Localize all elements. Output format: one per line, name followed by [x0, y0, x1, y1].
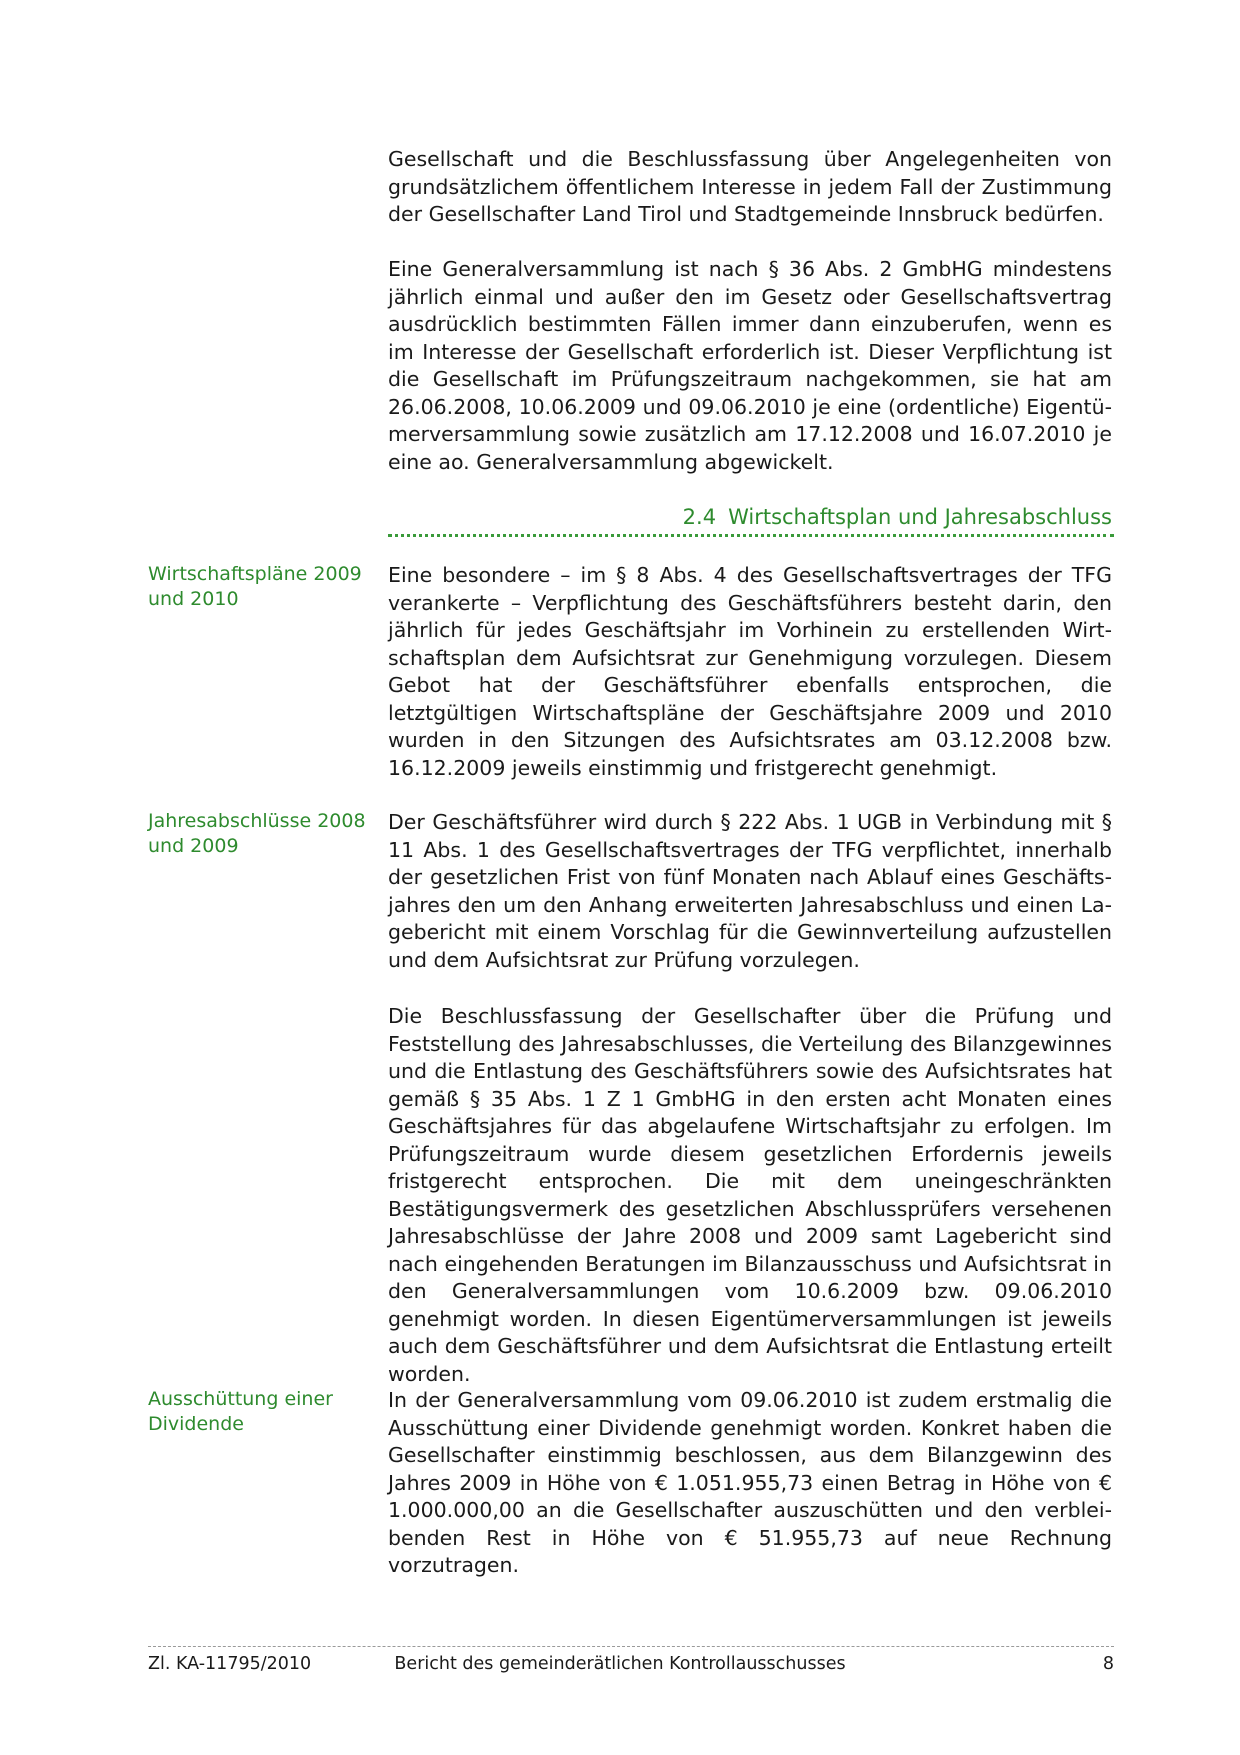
margin-note-business-plans [148, 562, 388, 612]
margin-note-dividend [148, 1387, 388, 1437]
section-heading-rule [388, 534, 1114, 537]
footer-reference: Zl. KA-11795/2010 [148, 1654, 312, 1674]
paragraph-annual-accounts-duty: Der Geschäftsführer wird durch § 222 Abs. 1 UGB in Verbindung mit § 11 Abs. 1 des Gesellschaftsvertrages der TFG verpflichtet, innerhalb der gesetzlichen Frist von fünf Monaten nach Ablauf eines Geschäftsjahres den um den Anhang erweiterten Jahresabschluss und einen Lagebericht mit einem Vorschlag für die Gewinnverteilung aufzustellen und dem Aufsichtsrat zur Prüfung vorzulegen. [388, 810, 1112, 972]
paragraph-dividend: In der Generalversammlung vom 09.06.2010 ist zudem erstmalig die Ausschüttung einer Dividende genehmigt worden. Konkret haben die Gesellschafter einstimmig beschlossen, aus dem Bilanzgewinn des Jahres 2009 in Höhe von € 1.051.955,73 einen Betrag in Höhe von € 1.000.000,00 an die Gesellschafter auszuschütten und den verbleibenden Rest in Höhe von € 51.955,73 auf neue Rechnung vorzutragen. [388, 1388, 1112, 1577]
section-title: Wirtschaftsplan und Jahresabschluss [728, 505, 1112, 529]
section-heading [388, 503, 1112, 531]
paragraph-shareholder-consent: Gesellschaft und die Beschlussfassung über Angelegenheiten von grundsätzlichem öffentlichem Interesse in jedem Fall der Zustimmung der Gesellschafter Land Tirol und Stadtgemeinde Innsbruck bedürfen. [388, 147, 1112, 226]
page-number: 8 [1102, 1654, 1114, 1674]
margin-note-line: Jahresabschlüsse 2008 [148, 810, 366, 832]
paragraph-annual-accounts-approval: Die Beschlussfassung der Gesellschafter über die Prüfung und Feststellung des Jahresabschlusses, die Verteilung des Bilanzgewinnes und die Entlastung des Geschäftsführers sowie des Aufsichtsrates hat gemäß § 35 Abs. 1 Z 1 GmbHG in den ersten acht Monaten eines Geschäftsjahres für das abgelaufene Wirtschaftsjahr zu erfolgen. Im Prüfungszeitraum wurde diesem gesetzlichen Erfordernis jeweils fristgerecht entsprochen. Die mit dem uneingeschränkten Bestätigungsvermerk des gesetzlichen Abschlussprüfers versehenen Jahresabschlüsse der Jahre 2008 und 2009 samt Lagebericht sind nach eingehenden Beratungen im Bilanzausschuss und Aufsichtsrat in den Generalversammlungen vom 10.6.2009 bzw. 09.06.2010 genehmigt worden. In diesen Eigentümerversammlungen ist jeweils auch dem Geschäftsführer und dem Aufsichtsrat die Entlastung erteilt worden. [388, 1004, 1112, 1386]
margin-note-line: Ausschüttung einer [148, 1388, 333, 1410]
margin-note-annual-accounts [148, 809, 388, 859]
paragraph-general-meeting: Eine Generalversammlung ist nach § 36 Abs. 2 GmbHG mindestens jährlich einmal und außer den im Gesetz oder Gesellschaftsvertrag ausdrücklich bestimmten Fällen immer dann einzuberufen, wenn es im Interesse der Gesellschaft erforderlich ist. Dieser Verpflichtung ist die Gesellschaft im Prüfungszeitraum nachgekommen, sie hat am 26.06.2008, 10.06.2009 und 09.06.2010 je eine (ordentliche) Eigentümerversammlung sowie zusätzlich am 17.12.2008 und 16.07.2010 je eine ao. Generalversammlung abgewickelt. [388, 257, 1112, 474]
paragraph-business-plans: Eine besondere – im § 8 Abs. 4 des Gesellschaftsvertrages der TFG verankerte – Verpflichtung des Geschäftsführers besteht darin, den jährlich für jedes Geschäftsjahr im Vorhinein zu erstellenden Wirtschaftsplan dem Aufsichtsrat zur Genehmigung vorzulegen. Diesem Gebot hat der Geschäftsführer ebenfalls entsprochen, die letztgültigen Wirtschaftspläne der Geschäftsjahre 2009 und 2010 wurden in den Sitzungen des Aufsichtsrates am 03.12.2008 bzw. 16.12.2009 jeweils einstimmig und fristgerecht genehmigt. [388, 563, 1112, 780]
footer-title: Bericht des gemeinderätlichen Kontrollausschusses [394, 1654, 846, 1674]
margin-note-line: Wirtschaftspläne 2009 [148, 563, 362, 585]
footer-rule [148, 1646, 1114, 1647]
section-number: 2.4 [682, 505, 717, 529]
margin-note-line: und 2010 [148, 588, 239, 610]
margin-note-line: und 2009 [148, 835, 239, 857]
margin-note-line: Dividende [148, 1413, 244, 1435]
